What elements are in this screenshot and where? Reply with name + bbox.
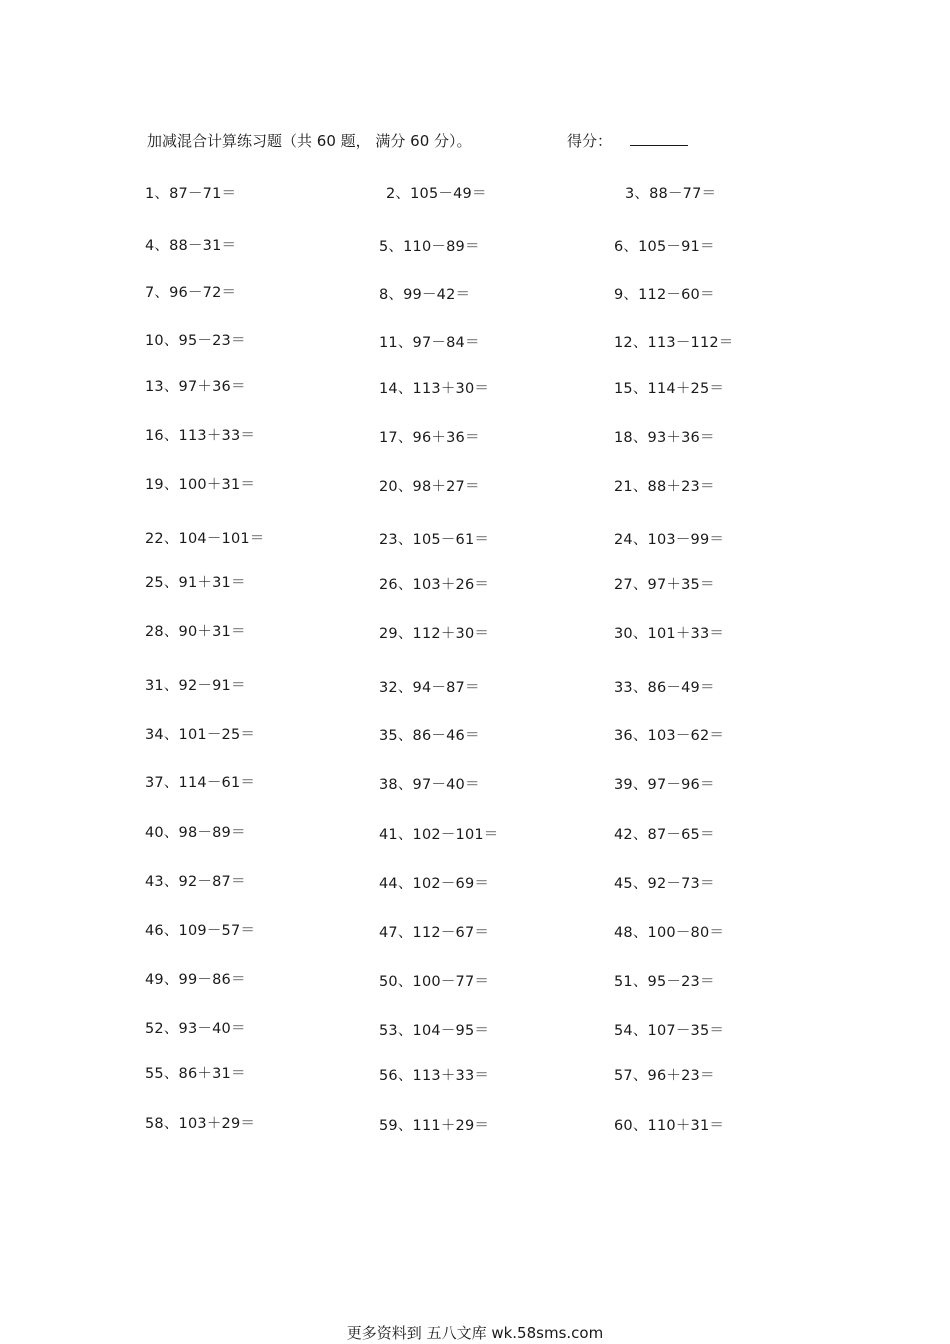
problem-31: 31、92－91＝ xyxy=(145,678,246,694)
problem-20: 20、98＋27＝ xyxy=(379,479,480,495)
problem-42: 42、87－65＝ xyxy=(614,827,715,843)
problem-1: 1、87－71＝ xyxy=(145,186,237,202)
footer-watermark: 更多资料到 五八文库 wk.58sms.com xyxy=(346,1324,604,1342)
problem-24: 24、103－99＝ xyxy=(614,532,725,548)
problem-6: 6、105－91＝ xyxy=(614,239,715,255)
problem-38: 38、97－40＝ xyxy=(379,777,480,793)
problem-29: 29、112＋30＝ xyxy=(379,626,490,642)
problem-32: 32、94－87＝ xyxy=(379,680,480,696)
problem-41: 41、102－101＝ xyxy=(379,827,499,843)
problem-46: 46、109－57＝ xyxy=(145,923,256,939)
problem-49: 49、99－86＝ xyxy=(145,972,246,988)
problem-15: 15、114＋25＝ xyxy=(614,381,725,397)
problem-60: 60、110＋31＝ xyxy=(614,1118,725,1134)
problem-18: 18、93＋36＝ xyxy=(614,430,715,446)
problem-9: 9、112－60＝ xyxy=(614,287,715,303)
problem-14: 14、113＋30＝ xyxy=(379,381,490,397)
problem-10: 10、95－23＝ xyxy=(145,333,246,349)
problem-22: 22、104－101＝ xyxy=(145,531,265,547)
problem-44: 44、102－69＝ xyxy=(379,876,490,892)
problem-27: 27、97＋35＝ xyxy=(614,577,715,593)
problem-16: 16、113＋33＝ xyxy=(145,428,256,444)
problem-13: 13、97＋36＝ xyxy=(145,379,246,395)
problem-28: 28、90＋31＝ xyxy=(145,624,246,640)
problem-12: 12、113－112＝ xyxy=(614,335,734,351)
score-label: 得分： xyxy=(567,132,613,150)
problem-8: 8、99－42＝ xyxy=(379,287,471,303)
problem-2: 2、105－49＝ xyxy=(386,186,487,202)
problem-3: 3、88－77＝ xyxy=(625,186,717,202)
problem-34: 34、101－25＝ xyxy=(145,727,256,743)
problem-57: 57、96＋23＝ xyxy=(614,1068,715,1084)
problem-52: 52、93－40＝ xyxy=(145,1021,246,1037)
worksheet-title: 加减混合计算练习题（共 60 题， 满分 60 分）。 xyxy=(147,132,472,150)
problem-50: 50、100－77＝ xyxy=(379,974,490,990)
problem-36: 36、103－62＝ xyxy=(614,728,725,744)
problem-35: 35、86－46＝ xyxy=(379,728,480,744)
problem-5: 5、110－89＝ xyxy=(379,239,480,255)
problem-51: 51、95－23＝ xyxy=(614,974,715,990)
problem-59: 59、111＋29＝ xyxy=(379,1118,490,1134)
problem-17: 17、96＋36＝ xyxy=(379,430,480,446)
problem-23: 23、105－61＝ xyxy=(379,532,490,548)
problem-26: 26、103＋26＝ xyxy=(379,577,490,593)
problem-55: 55、86＋31＝ xyxy=(145,1066,246,1082)
problem-47: 47、112－67＝ xyxy=(379,925,490,941)
problem-4: 4、88－31＝ xyxy=(145,238,237,254)
problem-40: 40、98－89＝ xyxy=(145,825,246,841)
problem-37: 37、114－61＝ xyxy=(145,775,256,791)
problem-30: 30、101＋33＝ xyxy=(614,626,725,642)
problem-54: 54、107－35＝ xyxy=(614,1023,725,1039)
problem-39: 39、97－96＝ xyxy=(614,777,715,793)
problem-48: 48、100－80＝ xyxy=(614,925,725,941)
problem-33: 33、86－49＝ xyxy=(614,680,715,696)
score-field xyxy=(567,130,688,151)
problem-45: 45、92－73＝ xyxy=(614,876,715,892)
problem-7: 7、96－72＝ xyxy=(145,285,237,301)
problem-53: 53、104－95＝ xyxy=(379,1023,490,1039)
problem-56: 56、113＋33＝ xyxy=(379,1068,490,1084)
problem-58: 58、103＋29＝ xyxy=(145,1116,256,1132)
problem-25: 25、91＋31＝ xyxy=(145,575,246,591)
problem-43: 43、92－87＝ xyxy=(145,874,246,890)
problem-11: 11、97－84＝ xyxy=(379,335,480,351)
problem-19: 19、100＋31＝ xyxy=(145,477,256,493)
score-blank xyxy=(630,132,688,146)
problem-21: 21、88＋23＝ xyxy=(614,479,715,495)
